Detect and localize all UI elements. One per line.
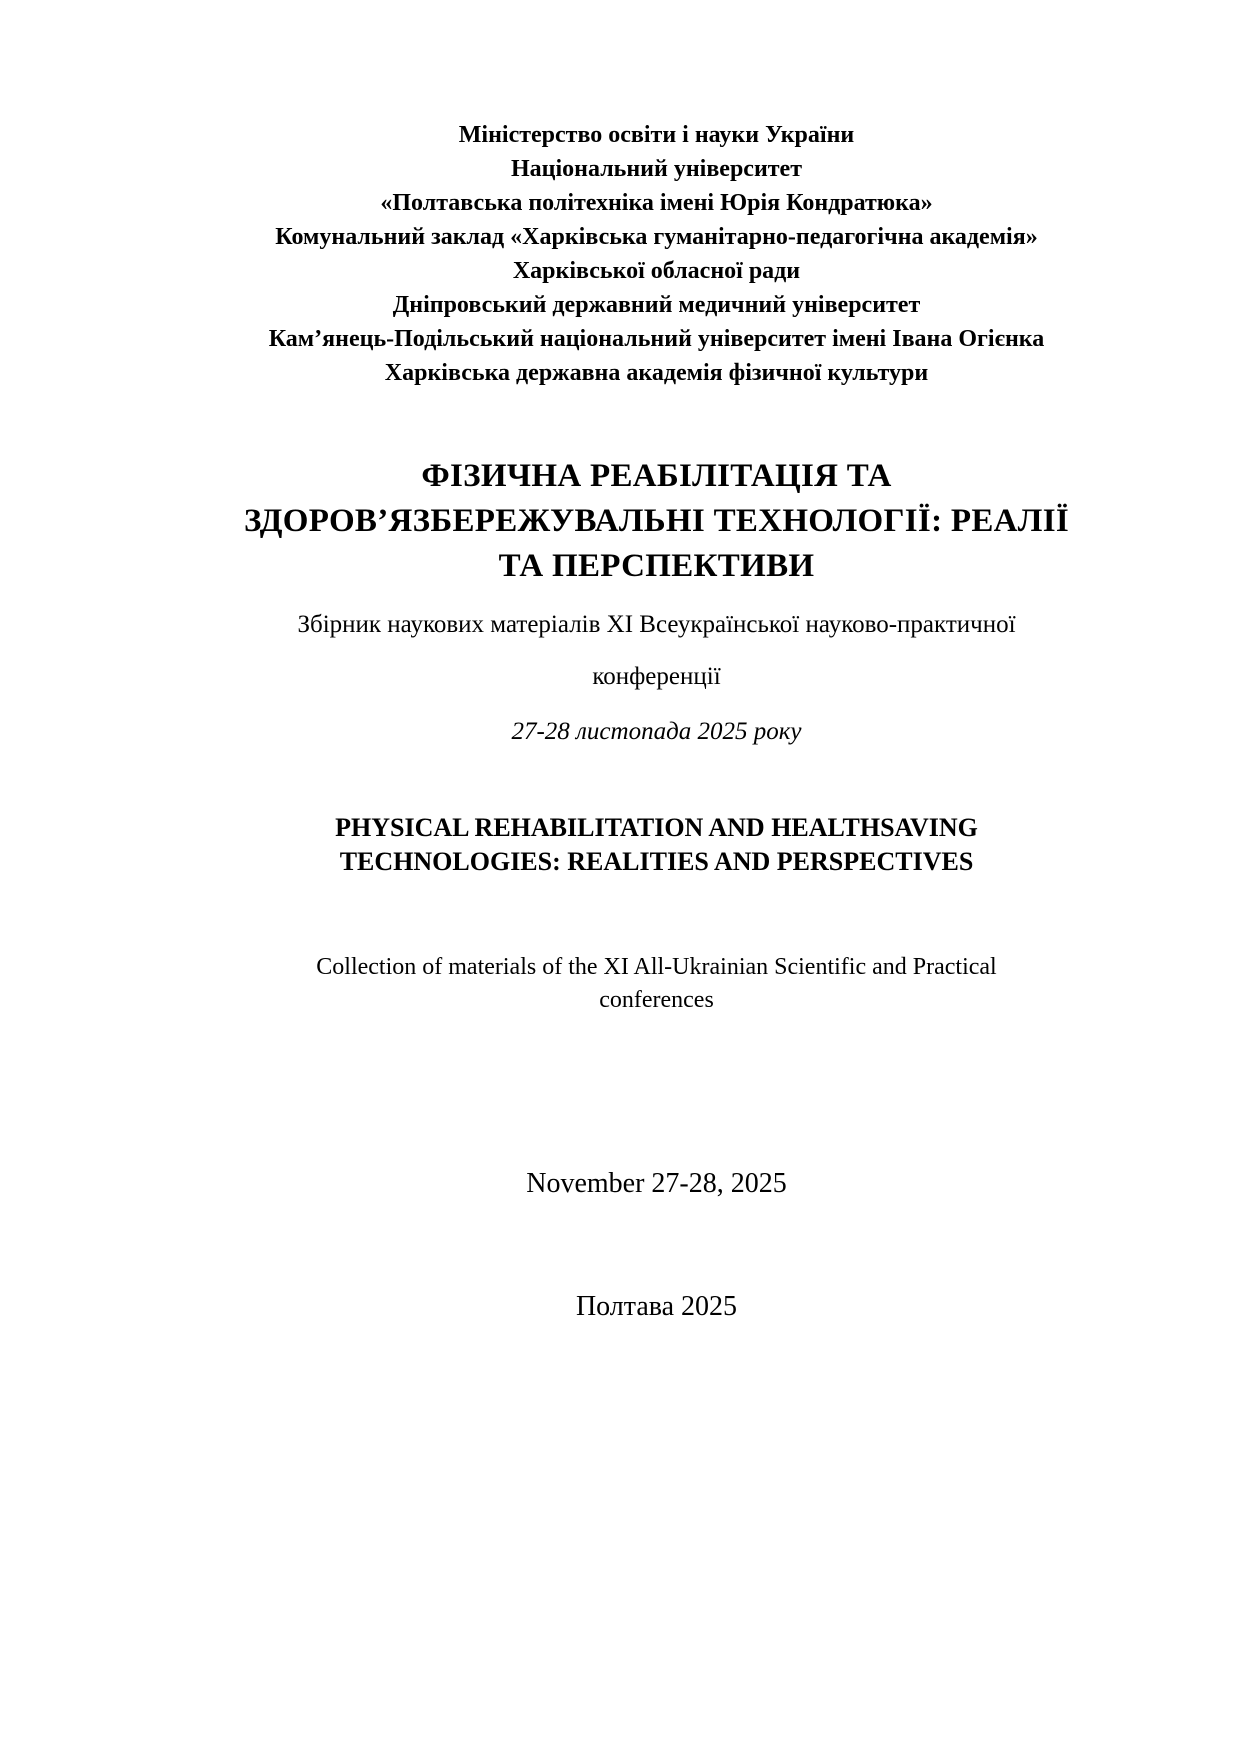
organizations-list — [115, 118, 1198, 390]
conference-title-ukrainian — [115, 454, 1198, 589]
title-line: ФІЗИЧНА РЕАБІЛІТАЦІЯ ТА — [421, 458, 892, 494]
conference-date-english: November 27-28, 2025 — [526, 1168, 787, 1199]
conference-date-ukrainian: 27-28 листопада 2025 року — [511, 718, 802, 745]
title-line: PHYSICAL REHABILITATION AND HEALTHSAVING — [335, 813, 978, 842]
footer-city-year: Полтава 2025 — [575, 1291, 738, 1322]
title-line: ЗДОРОВ’ЯЗБЕРЕЖУВАЛЬНІ ТЕХНОЛОГІЇ: РЕАЛІЇ — [244, 503, 1069, 539]
organization-line: «Полтавська політехніка імені Юрія Кондратюка» — [380, 190, 933, 216]
conference-title-english — [115, 811, 1198, 879]
organization-line: Харківської обласної ради — [512, 258, 801, 284]
title-line: TECHNOLOGIES: REALITIES AND PERSPECTIVES — [339, 847, 974, 876]
organization-line: Харківська державна академія фізичної культури — [384, 360, 929, 386]
organization-line: Дніпровський державний медичний університет — [392, 292, 921, 318]
subtitle-line: Collection of materials of the XI All-Ukrainian Scientific and Practical — [316, 954, 997, 980]
organization-line: Національний університет — [510, 156, 802, 182]
conference-subtitle-ukrainian — [115, 599, 1198, 703]
subtitle-line: конференції — [592, 663, 721, 690]
subtitle-line: Збірник наукових матеріалів ХІ Всеукраїнської науково-практичної — [297, 611, 1016, 638]
title-line: ТА ПЕРСПЕКТИВИ — [498, 548, 815, 584]
organization-line: Міністерство освіти і науки України — [458, 122, 855, 148]
organization-line: Комунальний заклад «Харківська гуманітарно-педагогічна академія» — [275, 224, 1038, 250]
organization-line: Кам’янець-Подільський національний університет імені Івана Огієнка — [268, 326, 1045, 352]
subtitle-line: conferences — [599, 987, 714, 1013]
title-page-content — [115, 0, 1198, 1754]
conference-subtitle-english — [115, 951, 1198, 1017]
